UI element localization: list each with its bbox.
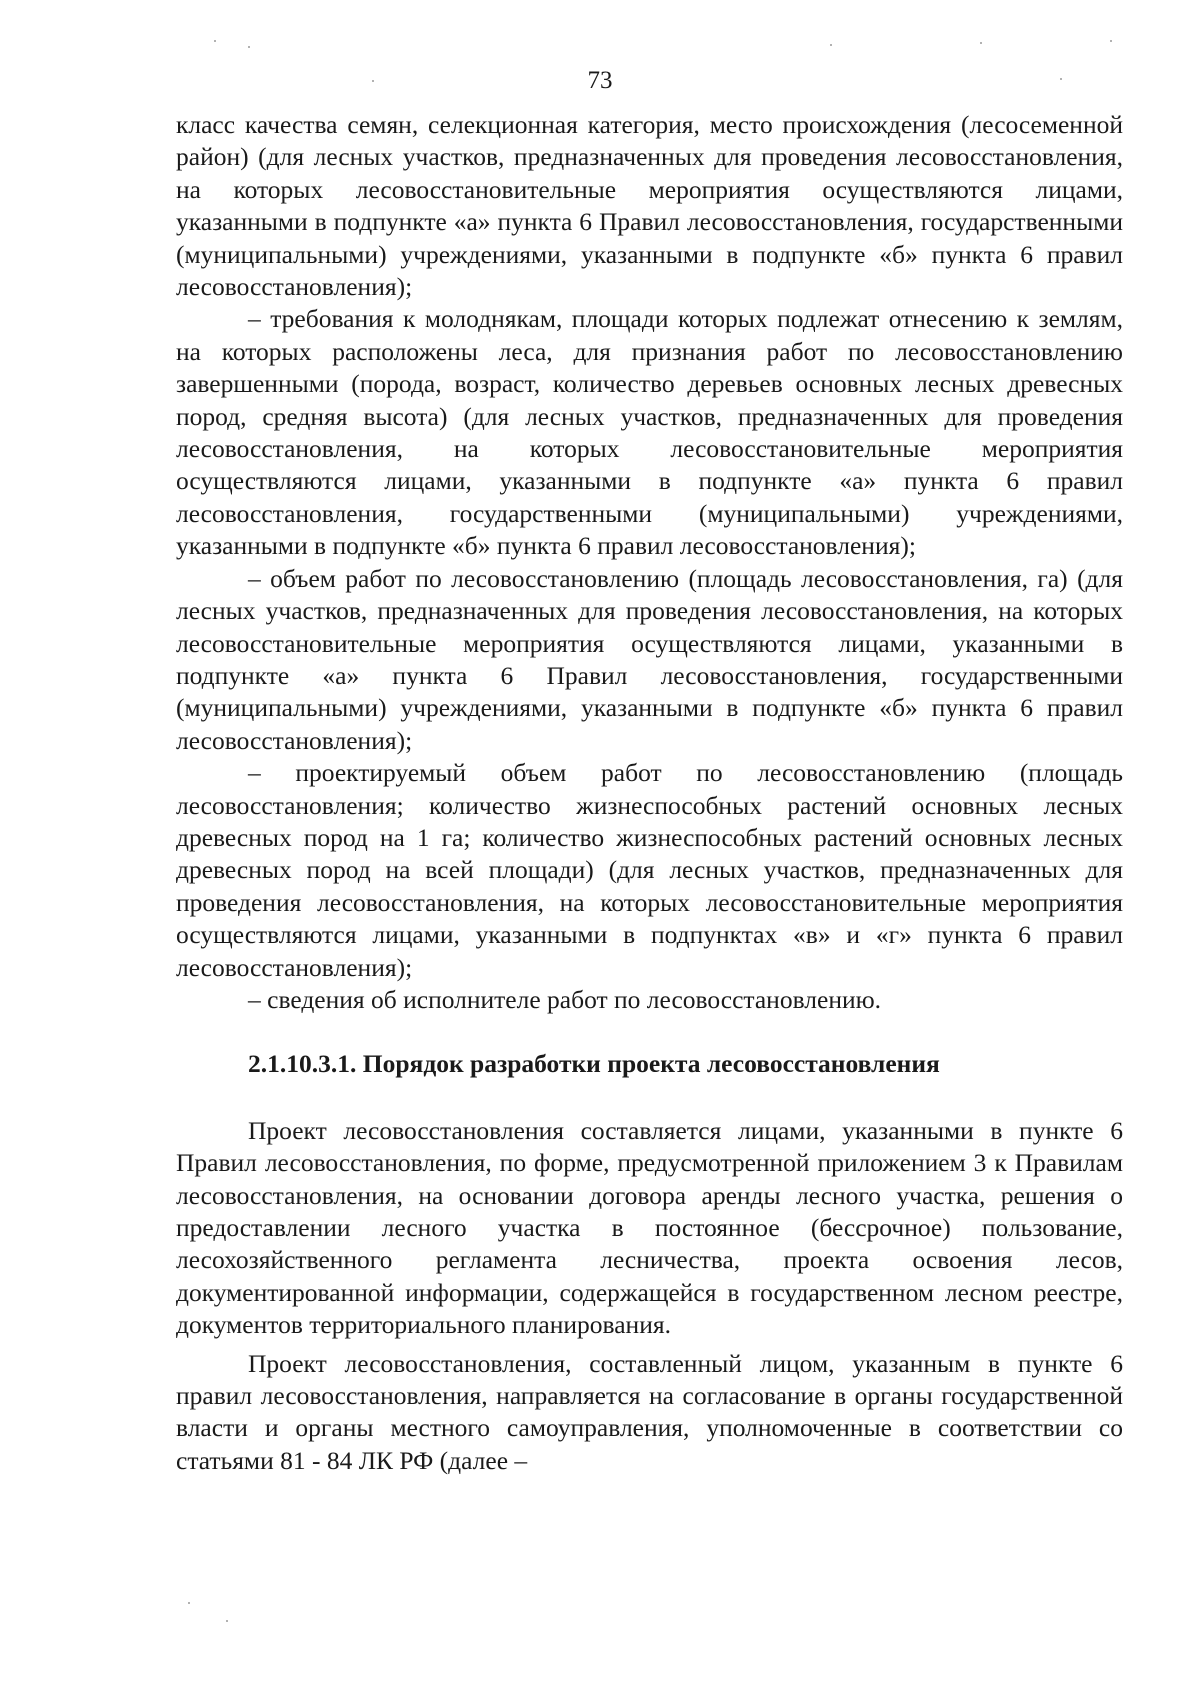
paragraph-work-volume: – объем работ по лесовосстановлению (площадь лесовосстановления, га) (для лесных участков, предназначенных для проведения лесовосстановления, на которых лесовосстановительные мероприятия осуществляются лицами, указанными в подпункте «а» пункта 6 Правил лесовосстановления, государственными (муниципальными) учреждениями, указанными в подпункте «б» пункта 6 правил лесовосстановления);	[176, 563, 1123, 755]
scan-speck	[980, 42, 982, 44]
page-number: 73	[587, 67, 613, 94]
paragraph-project-approval: Проект лесовосстановления, составленный лицом, указанным в пункте 6 правил лесовосстановления, направляется на согласование в органы государственной власти и органы местного самоуправления, уполномоченные в соответствии со статьями 81 - 84 ЛК РФ (далее –	[176, 1348, 1123, 1475]
scan-speck	[1060, 78, 1062, 80]
scan-speck	[226, 1620, 228, 1622]
section-heading: 2.1.10.3.1. Порядок разработки проекта лесовосстановления	[248, 1049, 940, 1079]
scan-speck	[372, 80, 374, 82]
paragraph-projected-work-volume: – проектируемый объем работ по лесовосстановлению (площадь лесовосстановления; количество жизнеспособных растений основных лесных древесных пород на 1 га; количество жизнеспособных растений основных лесных древесных пород на всей площади) (для лесных участков, предназначенных для проведения лесовосстановления, на которых лесовосстановительные мероприятия осуществляются лицами, указанными в подпунктах «в» и «г» пункта 6 правил лесовосстановления);	[176, 758, 1123, 982]
paragraph-seed-quality: класс качества семян, селекционная категория, место происхождения (лесосеменной район) (для лесных участков, предназначенных для проведения лесовосстановления, на которых лесовосстановительные мероприятия осуществляются лицами, указанными в подпункте «а» пункта 6 Правил лесовосстановления, государственными (муниципальными) учреждениями, указанными в подпункте «б» пункта 6 правил лесовосстановления);	[176, 110, 1123, 302]
scan-speck	[214, 40, 216, 42]
paragraph-contractor-info: – сведения об исполнителе работ по лесовосстановлению.	[248, 984, 882, 1014]
scan-speck	[248, 46, 250, 48]
scan-speck	[188, 1602, 190, 1604]
paragraph-young-stand-requirements: – требования к молоднякам, площади которых подлежат отнесению к землям, на которых расположены леса, для признания работ по лесовосстановлению завершенными (порода, возраст, количество деревьев основных лесных древесных пород, средняя высота) (для лесных участков, предназначенных для проведения лесовосстановления, на которых лесовосстановительные мероприятия осуществляются лицами, указанными в подпункте «а» пункта 6 правил лесовосстановления, государственными (муниципальными) учреждениями, указанными в подпункте «б» пункта 6 правил лесовосстановления);	[176, 304, 1123, 561]
scan-speck	[830, 44, 832, 46]
page-body	[176, 109, 1123, 1477]
paragraph-project-preparation: Проект лесовосстановления составляется лицами, указанными в пункте 6 Правил лесовосстановления, по форме, предусмотренной приложением 3 к Правилам лесовосстановления, на основании договора аренды лесного участка, решения о предоставлении лесного участка в постоянное (бессрочное) пользование, лесохозяйственного регламента лесничества, проекта освоения лесов, документированной информации, содержащейся в государственном лесном реестре, документов территориального планирования.	[176, 1115, 1123, 1340]
scan-speck	[1110, 40, 1112, 42]
